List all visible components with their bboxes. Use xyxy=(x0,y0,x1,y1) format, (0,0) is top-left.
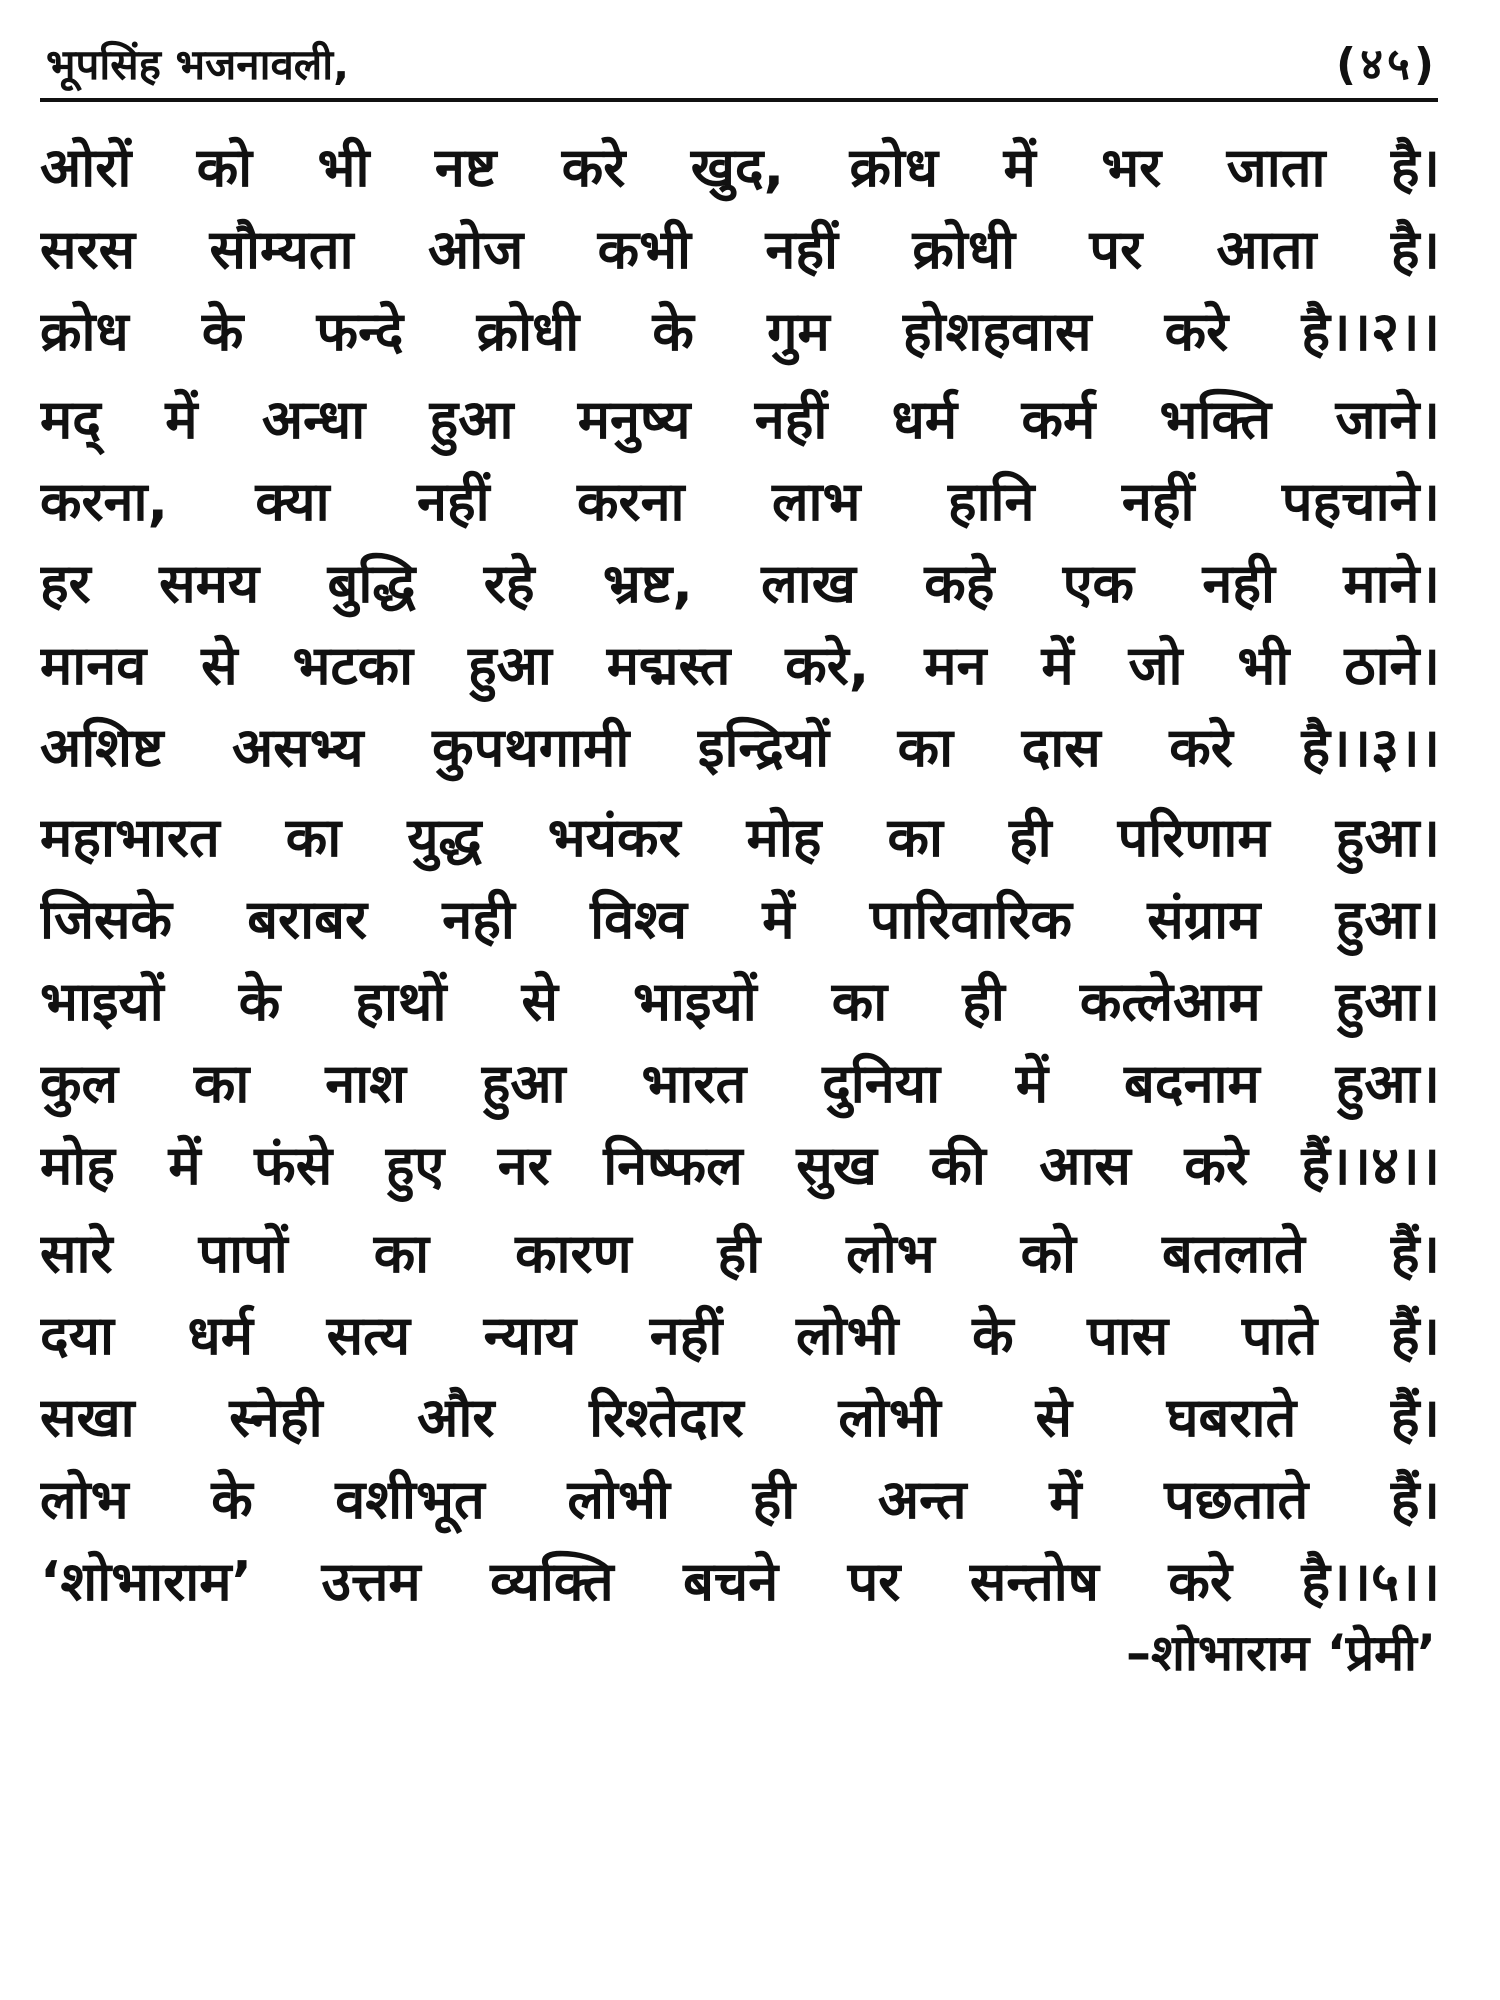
verse-line xyxy=(40,962,1440,1042)
verse-line xyxy=(40,544,1440,624)
verse-line xyxy=(40,292,1440,372)
verse-line xyxy=(40,210,1440,290)
verse-text: ‘शोभाराम’ उत्तम व्यक्ति बचने पर सन्तोष करे है।।५।। xyxy=(40,1550,1440,1613)
verse-line xyxy=(40,1126,1440,1206)
book-title: भूपसिंह भजनावली, xyxy=(46,40,350,89)
verse-text: महाभारत का युद्ध भयंकर मोह का ही परिणाम हुआ। xyxy=(40,806,1440,869)
verse-text: ओरों को भी नष्ट करे खुद, क्रोध में भर जाता है। xyxy=(40,136,1440,199)
verse-text: सखा स्नेही और रिश्तेदार लोभी से घबराते हैं। xyxy=(40,1386,1440,1449)
verse-line xyxy=(40,1214,1440,1294)
verse-text: मोह में फंसे हुए नर निष्फल सुख की आस करे हैं।।४।। xyxy=(40,1134,1440,1197)
verse-text: भाइयों के हाथों से भाइयों का ही कत्लेआम हुआ। xyxy=(40,970,1440,1033)
verse-line xyxy=(40,462,1440,542)
verse-line xyxy=(40,1296,1440,1376)
verse-line xyxy=(40,380,1440,460)
verse-line xyxy=(40,798,1440,878)
verse-line xyxy=(40,626,1440,706)
verse-line xyxy=(40,1044,1440,1124)
verse-text: कुल का नाश हुआ भारत दुनिया में बदनाम हुआ। xyxy=(40,1052,1440,1115)
verse-line xyxy=(40,880,1440,960)
verse-text: जिसके बराबर नही विश्व में पारिवारिक संग्राम हुआ। xyxy=(40,888,1440,951)
verse-text: करना, क्या नहीं करना लाभ हानि नहीं पहचाने। xyxy=(40,470,1440,533)
verse-text: मद् में अन्धा हुआ मनुष्य नहीं धर्म कर्म भक्ति जाने। xyxy=(40,388,1440,451)
verse-text: अशिष्ट असभ्य कुपथगामी इन्द्रियों का दास करे है।।३।। xyxy=(40,716,1440,779)
verse-line xyxy=(40,1542,1440,1622)
verse-text: दया धर्म सत्य न्याय नहीं लोभी के पास पाते हैं। xyxy=(40,1304,1440,1367)
verse-text: सरस सौम्यता ओज कभी नहीं क्रोधी पर आता है। xyxy=(40,218,1440,281)
verse-text: हर समय बुद्धि रहे भ्रष्ट, लाख कहे एक नही माने। xyxy=(40,552,1440,615)
verse-text: सारे पापों का कारण ही लोभ को बतलाते हैं। xyxy=(40,1222,1440,1285)
verse-text: लोभ के वशीभूत लोभी ही अन्त में पछताते हैं। xyxy=(40,1468,1440,1531)
verse-line xyxy=(40,128,1440,208)
verse-line xyxy=(40,708,1440,788)
page-number: (४५) xyxy=(1336,39,1438,90)
verse-text: क्रोध के फन्दे क्रोधी के गुम होशहवास करे है।।२।। xyxy=(40,300,1440,363)
verse-line xyxy=(40,1460,1440,1540)
author-attribution: –शोभाराम ‘प्रेमी’ xyxy=(1125,1624,1436,1682)
verse-text: मानव से भटका हुआ मद्मस्त करे, मन में जो भी ठाने। xyxy=(40,634,1440,697)
page-header xyxy=(40,30,1438,102)
verse-line xyxy=(40,1378,1440,1458)
